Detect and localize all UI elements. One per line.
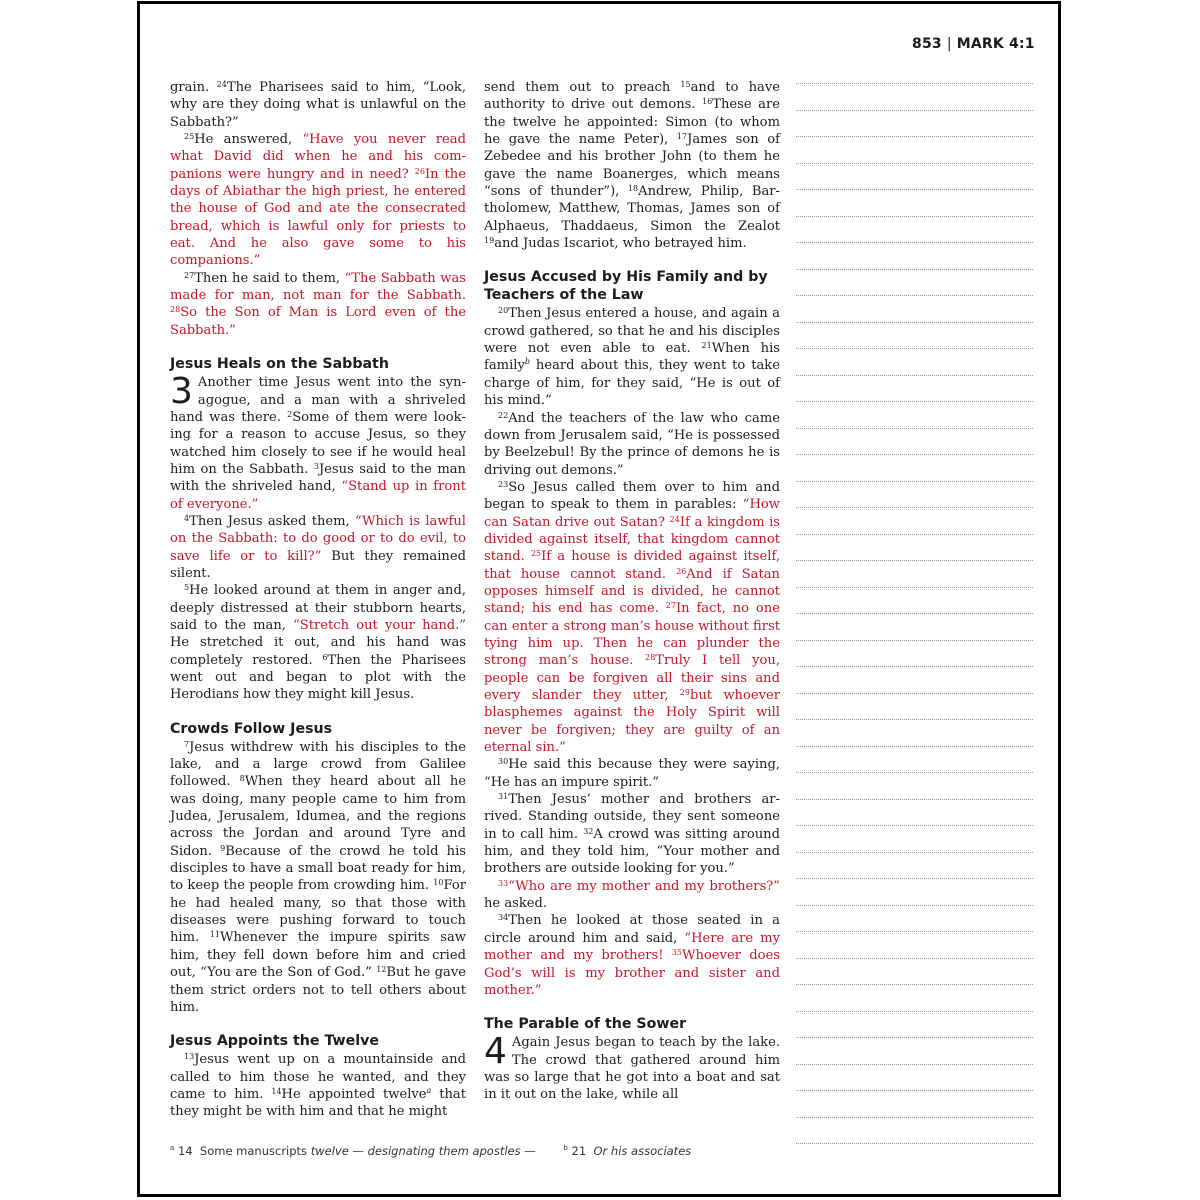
- verse-number: 31: [498, 792, 509, 802]
- footnote-letter: a: [170, 1144, 175, 1152]
- verse-number: 29: [679, 688, 690, 697]
- words-of-christ: Whoever does God’s will is my brother and sister and mother.”: [484, 948, 780, 998]
- verse-number: 17: [676, 132, 688, 142]
- note-line: [796, 1011, 1033, 1012]
- note-line: [796, 1117, 1033, 1118]
- section-heading: Jesus Appoints the Twelve: [170, 1033, 380, 1050]
- note-line: [796, 401, 1033, 402]
- verse-number: 14: [271, 1086, 282, 1096]
- verse-number: 16: [702, 97, 713, 107]
- paragraph: $^{20}$Then Jesus entered a house, and again a crowd gathered, so that he and his disciples were not even able to eat. $^{21}$When his family$^b$ heard about this, they went to take charge of him, for they said, “He is out of his mind.”: [484, 306, 780, 409]
- verse-number: 22: [498, 410, 509, 420]
- chapter-number: 4: [484, 1031, 507, 1073]
- section-heading: Crowds Follow Jesus: [170, 720, 333, 737]
- verse-number: 9: [220, 843, 226, 853]
- page-number: 853: [912, 36, 942, 52]
- note-line: [796, 269, 1033, 270]
- right-text-column: [484, 79, 780, 1104]
- footnote-a: $^a$ 14 Some manuscripts twelve — designating them apostles —: [170, 1144, 536, 1158]
- note-line: [796, 507, 1033, 508]
- words-of-christ: If a house is divided against itself, that house cannot stand.: [484, 549, 780, 582]
- verse-number: 2: [287, 409, 293, 419]
- journaling-notes-area[interactable]: [796, 83, 1033, 1170]
- paragraph: $^{31}$Then Jesus’ mother and brothers arrived. Standing outside, they sent someone in to call him. $^{32}$A crowd was sitting around him, and they told him, “Your mother and brothers are outside looking for you.”: [484, 792, 780, 877]
- verse-number: 27: [665, 601, 676, 611]
- note-line: [796, 1143, 1033, 1144]
- paragraph: $^{30}$He said this because they were saying, “He has an impure spirit.”: [484, 757, 780, 790]
- words-of-christ: “Who are my mother and my brothers?”: [508, 878, 780, 894]
- note-line: [796, 1037, 1033, 1038]
- running-header: [912, 36, 1035, 52]
- left-text-column: [170, 79, 466, 1121]
- paragraph: $^4$Then Jesus asked them, “Which is lawful on the Sabbath: to do good or to do evil, to save life or to kill?” But they remained silent.: [170, 513, 466, 581]
- note-line: [796, 216, 1033, 217]
- paragraph: grain. $^{24}$The Pharisees said to him, “Look, why are they doing what is unlawful on the Sabbath?”: [170, 80, 466, 130]
- verse-number: 24: [216, 80, 227, 89]
- verse-number: 24: [669, 514, 680, 524]
- note-line: [796, 640, 1033, 641]
- note-line: [796, 110, 1033, 111]
- note-line: [796, 1090, 1033, 1091]
- note-line: [796, 295, 1033, 296]
- footnote-b: $^b$ 21 Or his associates: [563, 1144, 692, 1158]
- paragraph: 4 Again Jesus began to teach by the lake. The crowd that gathered around him was so large that he got into a boat and sat in it out on the lake, while all: [484, 1031, 780, 1103]
- note-line: [796, 322, 1033, 323]
- verse-number: 20: [498, 306, 509, 316]
- verse-number: 6: [322, 652, 328, 662]
- note-line: [796, 746, 1033, 747]
- verse-number: 35: [671, 948, 683, 958]
- footnote-letter: b: [563, 1144, 568, 1152]
- footnote-ref: 14: [177, 1144, 193, 1158]
- note-line: [796, 481, 1033, 482]
- note-line: [796, 825, 1033, 826]
- verse-number: 26: [414, 166, 425, 176]
- verse-number: 27: [184, 270, 195, 280]
- chapter-number: 3: [170, 371, 193, 413]
- verse-number: 5: [184, 583, 190, 593]
- paragraph: send them out to preach $^{15}$and to have authority to drive out demons. $^{16}$These are the twelve he appointed: Simon (to whom he gave the name Peter), $^{17}$James son of Zebedee and his brother John (to them he gave the name Boanerges, which means “sons of thunder”), $^{18}$Andrew, Philip, Bartholomew, Matthew, Thomas, James son of Alphaeus, Thaddaeus, Simon the Zealot $^{19}$and Judas Iscariot, who betrayed him.: [484, 80, 781, 252]
- note-line: [796, 163, 1033, 164]
- note-line: [796, 984, 1033, 985]
- note-line: [796, 136, 1033, 137]
- verse-number: 11: [209, 930, 220, 940]
- words-of-christ: “Stretch out your hand.”: [293, 617, 466, 633]
- paragraph: $^5$He looked around at them in anger and, deeply distressed at their stubborn hearts, said to the man, “Stretch out your hand.” He stretched it out, and his hand was completely restored. $^6$Then the Pharisees went out and began to plot with the Herodians how they might kill Jesus.: [170, 583, 466, 703]
- footnote-marker[interactable]: b: [524, 357, 530, 367]
- words-of-christ: If a kingdom is divided against itself, that kingdom cannot stand.: [484, 514, 780, 565]
- note-line: [796, 931, 1033, 932]
- note-line: [796, 428, 1033, 429]
- words-of-christ: “Stand up in front of everyone.”: [170, 479, 466, 512]
- verse-number: 30: [498, 757, 509, 767]
- paragraph: $^7$Jesus withdrew with his disciples to the lake, and a large crowd from Galilee followed. $^8$When they heard about all he was doing, many people came to him from Judea, Jerusalem, Idumea, and the regions across the Jordan and around Tyre and Sidon. $^9$Because of the crowd he told his disciples to have a small boat ready for him, to keep the people from crowding him. $^{10}$For he had healed many, so that those with diseases were pushing forward to touch him. $^{11}$Whenever the impure spirits saw him, they fell down before him and cried out, “You are the Son of God.” $^{12}$But he gave them strict orders not to tell others about him.: [170, 739, 467, 1015]
- section-heading: Jesus Accused by His Family and by Teachers of the Law: [484, 269, 768, 304]
- words-of-christ: “Which is lawful on the Sabbath: to do good or to do evil, to save life or to kill?”: [170, 513, 466, 564]
- chapter-reference: MARK 4:1: [956, 36, 1035, 52]
- paragraph: $^{22}$And the teachers of the law who came down from Jerusalem said, “He is possessed by Beelzebul! By the prince of demons he is driving out demons.”: [484, 410, 780, 478]
- words-of-christ: So the Son of Man is Lord even of the Sabbath.”: [170, 305, 466, 338]
- words-of-christ: In the days of Abiathar the high priest, he entered the house of God and ate the consecrated bread, which is lawful only for priests to eat. And he also gave some to his companions.”: [170, 166, 466, 269]
- section-heading: Jesus Heals on the Sabbath: [170, 356, 389, 373]
- paragraph: $^{27}$Then he said to them, “The Sabbath was made for man, not man for the Sabbath. $^{28}$So the Son of Man is Lord even of the Sabbath.”: [170, 270, 466, 338]
- header-separator: |: [946, 36, 952, 52]
- note-line: [796, 666, 1033, 667]
- note-line: [796, 1064, 1033, 1065]
- note-line: [796, 83, 1033, 84]
- note-line: [796, 852, 1033, 853]
- paragraph: $^{23}$So Jesus called them over to him and began to speak to them in parables: “How can Satan drive out Satan? $^{24}$If a kingdom is divided against itself, that kingdom cannot stand. $^{25}$If a house is divided against itself, that house cannot stand. $^{26}$And if Satan opposes himself and is divided, he cannot stand; his end has come. $^{27}$In fact, no one can enter a strong man’s house without first tying him up. Then he can plunder the strong man’s house. $^{28}$Truly I tell you, people can be forgiven all their sins and every slander they utter, $^{29}$but whoever blasphemes against the Holy Spirit will never be forgiven; they are guilty of an eternal sin.”: [484, 479, 780, 756]
- words-of-christ: And if Satan opposes himself and is divided, he cannot stand; his end has come.: [484, 566, 780, 617]
- words-of-christ: but whoever blasphemes against the Holy Spirit will never be forgiven; they are guilty of an eternal sin.”: [484, 688, 780, 756]
- note-line: [796, 587, 1033, 588]
- verse-number: 32: [583, 826, 594, 836]
- note-line: [796, 905, 1033, 906]
- note-line: [796, 348, 1033, 349]
- words-of-christ: “Here are my mother and my brothers!: [484, 930, 780, 964]
- verse-number: 34: [498, 913, 509, 923]
- note-line: [796, 693, 1033, 694]
- footnote-ref: 21: [571, 1144, 587, 1158]
- note-line: [796, 560, 1033, 561]
- paragraph: $^{33}$“Who are my mother and my brothers?” he asked.: [484, 878, 780, 912]
- footnotes: [170, 1144, 770, 1158]
- paragraph: $^{25}$He answered, “Have you never read what David did when he and his companions were hungry and in need? $^{26}$In the days of Abiathar the high priest, he entered the house of God and ate the consecrated bread, which is lawful only for priests to eat. And he also gave some to his companions.”: [170, 132, 466, 269]
- section-heading: The Parable of the Sower: [484, 1016, 687, 1033]
- verse-number: 23: [498, 479, 509, 489]
- words-of-christ: Truly I tell you, people can be forgiven all their sins and every slander they utter,: [484, 653, 780, 703]
- note-line: [796, 613, 1033, 614]
- verse-number: 7: [184, 739, 190, 749]
- words-of-christ: “The Sabbath was made for man, not man for the Sabbath.: [170, 270, 466, 304]
- verse-number: 25: [184, 132, 195, 142]
- paragraph: $^{13}$Jesus went up on a mountainside and called to him those he wanted, and they came to him. $^{14}$He appointed twelve$^a$ that they might be with him and that he might: [170, 1052, 466, 1120]
- verse-number: 28: [170, 305, 181, 315]
- note-line: [796, 375, 1033, 376]
- verse-number: 25: [530, 549, 542, 559]
- note-line: [796, 189, 1033, 190]
- note-line: [796, 454, 1033, 455]
- verse-number: 21: [701, 341, 712, 351]
- paragraph: 3 Another time Jesus went into the synagogue, and a man with a shriveled hand was there. $^2$Some of them were looking for a reason to accuse Jesus, so they watched him closely to see if he would heal him on the Sabbath. $^3$Jesus said to the man with the shriveled hand, “Stand up in front of everyone.”: [170, 371, 467, 512]
- verse-number: 26: [676, 566, 687, 576]
- verse-number: 4: [184, 513, 190, 523]
- verse-number: 28: [645, 653, 656, 663]
- note-line: [796, 799, 1033, 800]
- verse-number: 10: [433, 878, 444, 888]
- paragraph: $^{34}$Then he looked at those seated in a circle around him and said, “Here are my mother and my brothers! $^{35}$Whoever does God’s will is my brother and sister and mother.”: [484, 913, 780, 998]
- verse-number: 19: [484, 236, 495, 246]
- footnote-marker[interactable]: a: [426, 1085, 432, 1095]
- verse-number: 3: [313, 461, 319, 471]
- verse-number: 15: [680, 80, 691, 89]
- verse-number: 8: [239, 774, 245, 784]
- verse-number: 18: [627, 184, 639, 194]
- verse-number: 33: [498, 878, 509, 888]
- note-line: [796, 772, 1033, 773]
- verse-number: 13: [184, 1052, 195, 1062]
- words-of-christ: “Have you never read what David did when he and his companions were hungry and in need?: [170, 132, 466, 182]
- note-line: [796, 878, 1033, 879]
- verse-number: 12: [376, 965, 387, 975]
- words-of-christ: In fact, no one can enter a strong man’s house without first tying him up. Then he can plunder the strong man’s house.: [484, 601, 780, 669]
- note-line: [796, 534, 1033, 535]
- note-line: [796, 242, 1033, 243]
- note-line: [796, 958, 1033, 959]
- words-of-christ: “How can Satan drive out Satan?: [484, 497, 780, 530]
- note-line: [796, 719, 1033, 720]
